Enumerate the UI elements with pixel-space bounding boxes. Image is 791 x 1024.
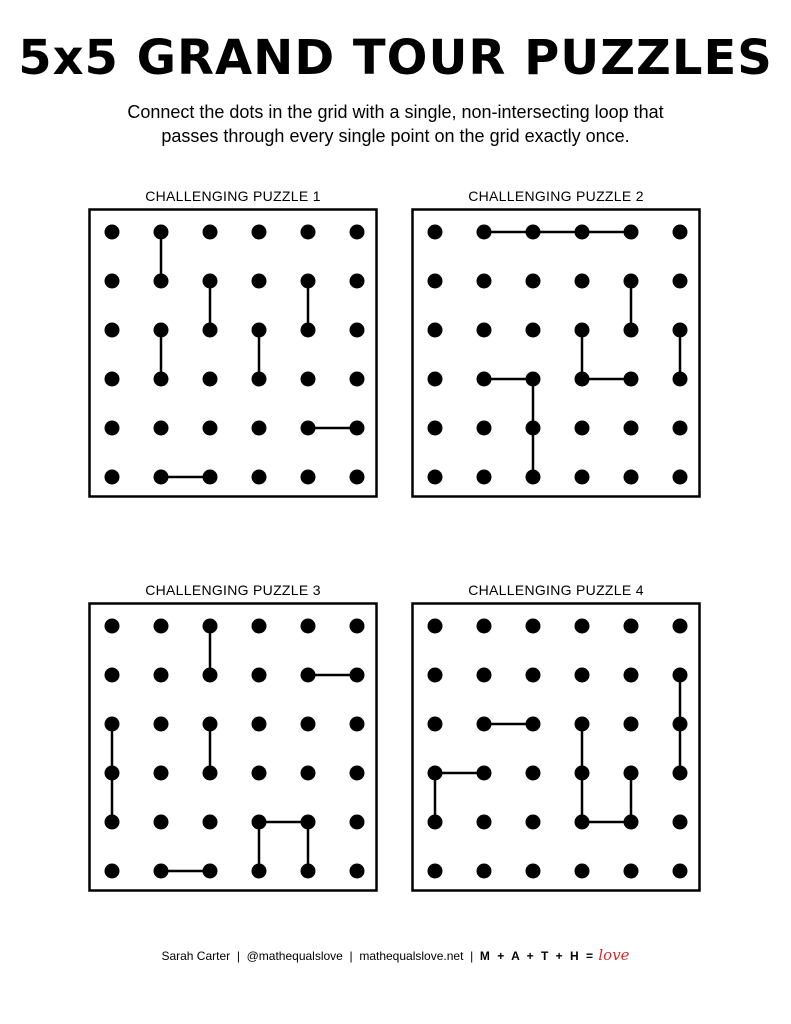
grid-dot	[526, 815, 541, 830]
footer-brand: M + A + T + H =	[479, 949, 596, 963]
grid-dot	[624, 815, 639, 830]
grid-dot	[526, 864, 541, 879]
grid-dot	[154, 372, 169, 387]
grid-dot	[526, 470, 541, 485]
grid-dot	[477, 225, 492, 240]
puzzle-label: CHALLENGING PUZZLE 2	[468, 188, 644, 204]
grid-dot	[624, 323, 639, 338]
grid-dot	[252, 225, 267, 240]
puzzle-board	[411, 602, 701, 892]
grid-dot	[428, 619, 443, 634]
grid-dot	[154, 421, 169, 436]
grid-dot	[203, 815, 218, 830]
grid-dot	[252, 864, 267, 879]
grid-dot	[301, 323, 316, 338]
puzzle-label: CHALLENGING PUZZLE 3	[145, 582, 321, 598]
grid-dot	[203, 619, 218, 634]
puzzle-label: CHALLENGING PUZZLE 1	[145, 188, 321, 204]
grid-dot	[575, 815, 590, 830]
grid-dot	[673, 619, 688, 634]
grid-dot	[477, 766, 492, 781]
grid-dot	[105, 766, 120, 781]
grid-dot	[105, 668, 120, 683]
grid-dot	[301, 766, 316, 781]
page-title: 5x5 GRAND TOUR PUZZLES	[18, 30, 773, 86]
grid-dot	[477, 274, 492, 289]
footer	[0, 946, 791, 964]
grid-dot	[252, 470, 267, 485]
puzzle-board	[88, 602, 378, 892]
grid-dot	[526, 274, 541, 289]
puzzle-frame	[413, 210, 700, 497]
grid-dot	[203, 470, 218, 485]
grid-dot	[477, 470, 492, 485]
grid-dot	[105, 421, 120, 436]
grid-dot	[154, 225, 169, 240]
grid-dot	[477, 619, 492, 634]
grid-dot	[673, 274, 688, 289]
grid-dot	[575, 470, 590, 485]
grid-dot	[301, 717, 316, 732]
grid-dot	[350, 864, 365, 879]
grid-dot	[477, 421, 492, 436]
grid-dot	[203, 225, 218, 240]
grid-dot	[252, 372, 267, 387]
grid-dot	[105, 619, 120, 634]
grid-dot	[350, 668, 365, 683]
grid-dot	[154, 274, 169, 289]
grid-dot	[428, 323, 443, 338]
grid-dot	[575, 864, 590, 879]
grid-dot	[673, 323, 688, 338]
grid-dot	[203, 864, 218, 879]
grid-dot	[575, 668, 590, 683]
grid-dot	[624, 717, 639, 732]
puzzle-board	[88, 208, 378, 498]
grid-dot	[301, 619, 316, 634]
grid-dot	[154, 323, 169, 338]
grid-dot	[575, 619, 590, 634]
grid-dot	[575, 766, 590, 781]
grid-dot	[428, 766, 443, 781]
footer-website: mathequalslove.net	[359, 949, 464, 963]
grid-dot	[203, 717, 218, 732]
grid-dot	[575, 421, 590, 436]
grid-dot	[252, 619, 267, 634]
grid-dot	[105, 864, 120, 879]
grid-dot	[477, 323, 492, 338]
grid-dot	[624, 668, 639, 683]
grid-dot	[301, 225, 316, 240]
grid-dot	[154, 619, 169, 634]
grid-dot	[350, 815, 365, 830]
grid-dot	[673, 225, 688, 240]
grid-dot	[428, 717, 443, 732]
grid-dot	[301, 421, 316, 436]
grid-dot	[477, 815, 492, 830]
grid-dot	[154, 470, 169, 485]
grid-dot	[477, 717, 492, 732]
grid-dot	[105, 274, 120, 289]
footer-separator: |	[470, 949, 474, 963]
grid-dot	[154, 766, 169, 781]
grid-dot	[575, 225, 590, 240]
footer-author: Sarah Carter	[161, 949, 231, 963]
grid-dot	[624, 470, 639, 485]
grid-dot	[105, 815, 120, 830]
grid-dot	[252, 421, 267, 436]
grid-dot	[350, 421, 365, 436]
grid-dot	[350, 274, 365, 289]
grid-dot	[154, 668, 169, 683]
grid-dot	[301, 668, 316, 683]
grid-dot	[252, 668, 267, 683]
puzzle-frame	[90, 604, 377, 891]
grid-dot	[203, 766, 218, 781]
grid-dot	[428, 274, 443, 289]
grid-dot	[350, 766, 365, 781]
footer-separator: |	[236, 949, 240, 963]
grid-dot	[252, 717, 267, 732]
grid-dot	[105, 470, 120, 485]
grid-dot	[477, 668, 492, 683]
grid-dot	[301, 274, 316, 289]
grid-dot	[526, 323, 541, 338]
grid-dot	[575, 372, 590, 387]
grid-dot	[203, 323, 218, 338]
instructions-line-1: Connect the dots in the grid with a single, non-intersecting loop that	[127, 102, 664, 122]
grid-dot	[203, 421, 218, 436]
grid-dot	[203, 668, 218, 683]
grid-dot	[350, 619, 365, 634]
grid-dot	[673, 864, 688, 879]
grid-dot	[428, 864, 443, 879]
grid-dot	[673, 668, 688, 683]
grid-dot	[350, 470, 365, 485]
instructions-line-2: passes through every single point on the grid exactly once.	[161, 126, 630, 146]
grid-dot	[350, 323, 365, 338]
grid-dot	[624, 372, 639, 387]
grid-dot	[477, 864, 492, 879]
grid-dot	[526, 717, 541, 732]
grid-dot	[575, 323, 590, 338]
grid-dot	[350, 225, 365, 240]
grid-dot	[252, 274, 267, 289]
grid-dot	[624, 864, 639, 879]
grid-dot	[526, 225, 541, 240]
grid-dot	[575, 717, 590, 732]
grid-dot	[673, 470, 688, 485]
grid-dot	[154, 717, 169, 732]
grid-dot	[252, 815, 267, 830]
grid-dot	[673, 421, 688, 436]
grid-dot	[301, 815, 316, 830]
puzzle-frame	[413, 604, 700, 891]
grid-dot	[350, 372, 365, 387]
grid-dot	[252, 766, 267, 781]
grid-dot	[203, 274, 218, 289]
puzzle-frame	[90, 210, 377, 497]
grid-dot	[477, 372, 492, 387]
grid-dot	[624, 766, 639, 781]
instructions	[90, 100, 701, 148]
grid-dot	[673, 815, 688, 830]
grid-dot	[301, 372, 316, 387]
grid-dot	[673, 372, 688, 387]
grid-dot	[105, 323, 120, 338]
footer-love-logo: love	[598, 946, 630, 964]
grid-dot	[428, 372, 443, 387]
grid-dot	[526, 619, 541, 634]
grid-dot	[428, 225, 443, 240]
grid-dot	[624, 619, 639, 634]
grid-dot	[105, 372, 120, 387]
grid-dot	[428, 421, 443, 436]
grid-dot	[301, 470, 316, 485]
puzzle-board	[411, 208, 701, 498]
grid-dot	[350, 717, 365, 732]
grid-dot	[203, 372, 218, 387]
grid-dot	[428, 470, 443, 485]
grid-dot	[428, 815, 443, 830]
grid-dot	[673, 717, 688, 732]
puzzle-label: CHALLENGING PUZZLE 4	[468, 582, 644, 598]
footer-separator: |	[349, 949, 353, 963]
grid-dot	[301, 864, 316, 879]
grid-dot	[154, 864, 169, 879]
grid-dot	[526, 668, 541, 683]
grid-dot	[526, 421, 541, 436]
grid-dot	[624, 421, 639, 436]
grid-dot	[575, 274, 590, 289]
grid-dot	[526, 372, 541, 387]
grid-dot	[252, 323, 267, 338]
grid-dot	[154, 815, 169, 830]
grid-dot	[105, 717, 120, 732]
grid-dot	[105, 225, 120, 240]
footer-handle: @mathequalslove	[246, 949, 343, 963]
grid-dot	[624, 225, 639, 240]
grid-dot	[624, 274, 639, 289]
grid-dot	[428, 668, 443, 683]
grid-dot	[526, 766, 541, 781]
grid-dot	[673, 766, 688, 781]
